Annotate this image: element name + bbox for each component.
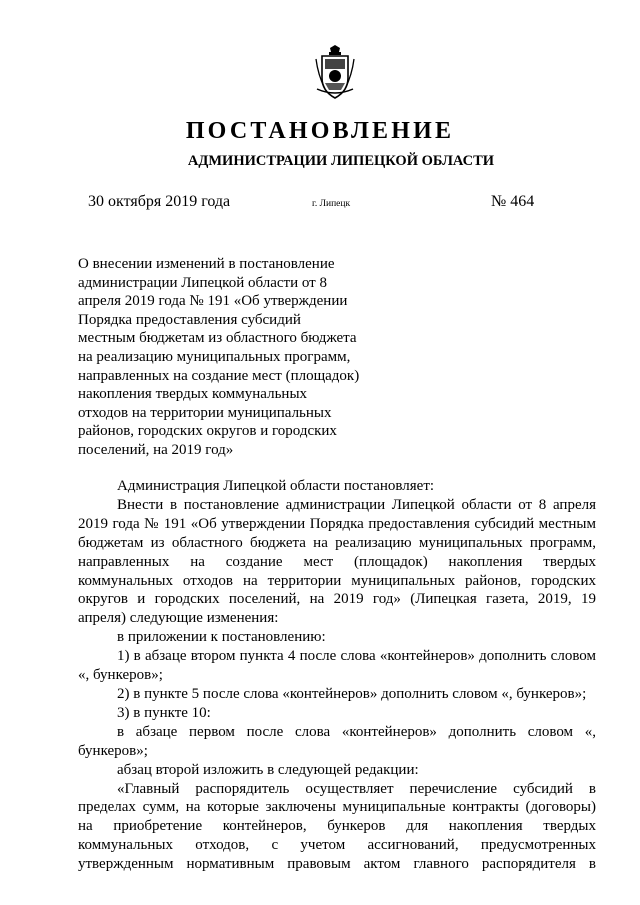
subject-line: Порядка предоставления субсидий <box>78 311 301 328</box>
body-line: 1) в абзаце втором пункта 4 после слова «контейнеров» дополнить словом <box>117 648 596 665</box>
coat-of-arms-icon <box>313 45 357 101</box>
subject-line: апреля 2019 года № 191 «Об утверждении <box>78 293 348 310</box>
subject-line: отходов на территории муниципальных <box>78 404 332 421</box>
body-line: в абзаце первом после слова «контейнеров» дополнить словом «, <box>117 723 596 740</box>
subject-line: О внесении изменений в постановление <box>78 256 335 272</box>
document-number: № 464 <box>491 193 535 210</box>
body-line: 2019 года № 191 «Об утверждении Порядка предоставления субсидий местным <box>78 515 596 532</box>
body-line: утвержденным нормативным правовым актом главного распорядителя в <box>78 856 596 873</box>
body-line: абзац второй изложить в следующей редакции: <box>117 761 419 778</box>
subject-line: поселений, на 2019 год» <box>78 441 234 458</box>
subject-line: накопления твердых коммунальных <box>78 386 308 403</box>
body-line: 2) в пункте 5 после слова «контейнеров» дополнить словом «, бункеров»; <box>117 685 587 702</box>
subject-line: на реализацию муниципальных программ, <box>78 348 351 365</box>
subject-block <box>78 255 378 460</box>
body-line: Администрация Липецкой области постановляет: <box>117 478 435 494</box>
body-line: направленных на создание мест (площадок) накопления твердых <box>78 553 596 570</box>
body-line: округов и городских поселений, на 2019 год» (Липецкая газета, 2019, 19 <box>78 591 596 608</box>
body-line: бункеров»; <box>78 742 148 759</box>
document-city: г. Липецк <box>312 199 351 209</box>
body-line: «, бункеров»; <box>78 667 163 684</box>
body-line: бюджетам из областного бюджета на реализацию муниципальных программ, <box>78 534 596 551</box>
body-line: на приобретение контейнеров, бункеров для накопления твердых <box>78 818 596 835</box>
document-title: ПОСТАНОВЛЕНИЕ <box>185 118 455 144</box>
body-line: в приложении к постановлению: <box>117 629 326 646</box>
body-line: 3) в пункте 10: <box>117 704 211 721</box>
body-line: коммунальных отходов на территории муниципальных районов, городских <box>78 572 596 589</box>
body-line: «Главный распорядитель осуществляет перечисление субсидий в <box>117 780 596 797</box>
document-subtitle: АДМИНИСТРАЦИИ ЛИПЕЦКОЙ ОБЛАСТИ <box>187 153 495 169</box>
document-body <box>78 477 596 874</box>
body-line: Внести в постановление администрации Липецкой области от 8 апреля <box>117 496 596 513</box>
body-line: коммунальных отходов, с учетом ассигнований, предусмотренных <box>78 837 596 854</box>
subject-line: местным бюджетам из областного бюджета <box>78 330 357 347</box>
subject-line: направленных на создание мест (площадок) <box>78 367 360 384</box>
document-date: 30 октября 2019 года <box>88 193 231 210</box>
body-line: пределах сумм, на которые заключены муниципальные контракты (договоры) <box>78 799 596 816</box>
body-line: апреля) следующие изменения: <box>78 610 279 627</box>
subject-line: администрации Липецкой области от 8 <box>78 274 327 291</box>
subject-line: районов, городских округов и городских <box>78 423 337 440</box>
